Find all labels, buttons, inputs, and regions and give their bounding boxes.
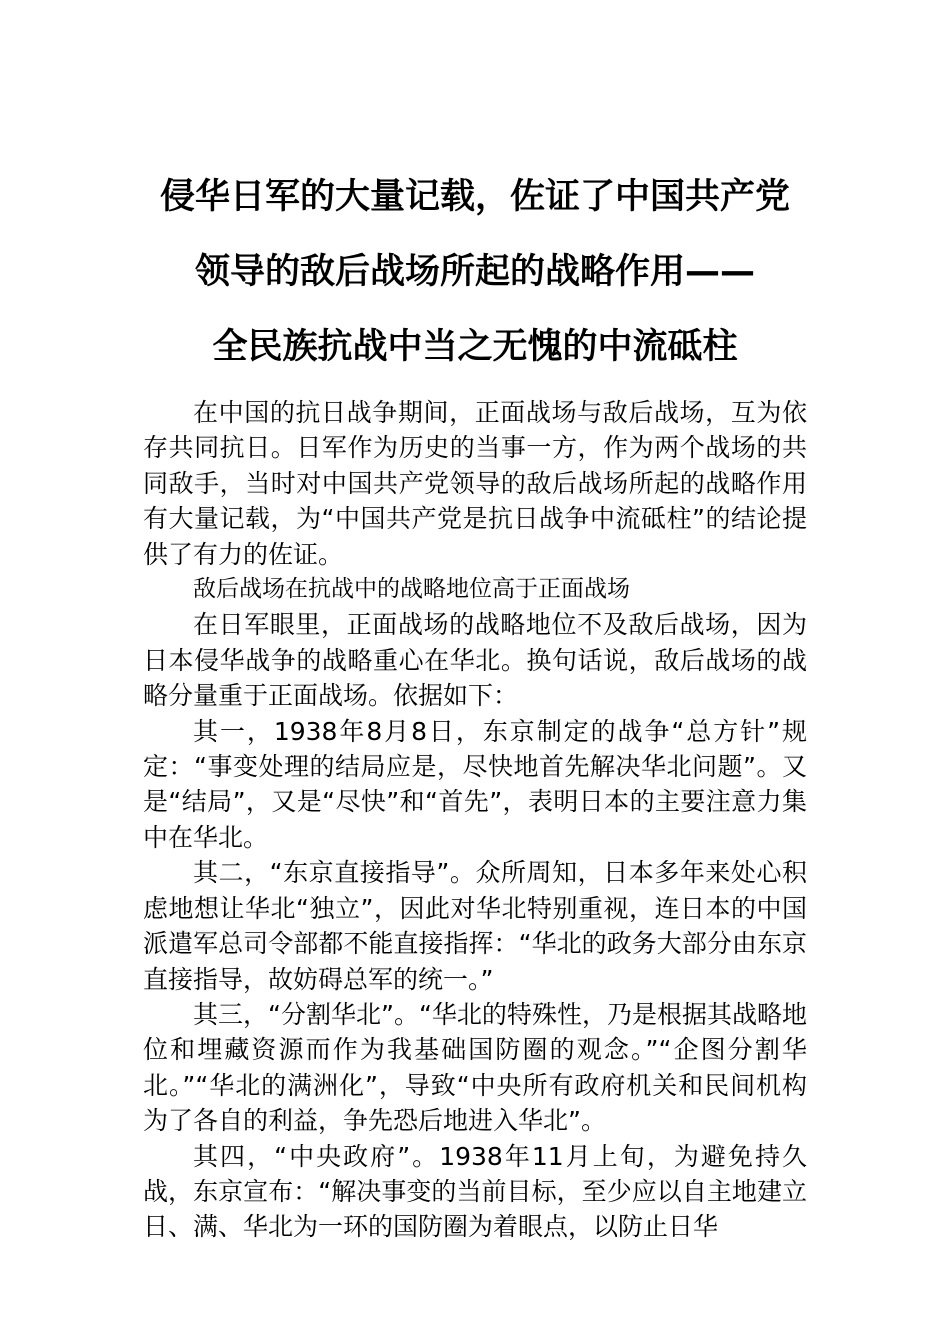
document-body — [143, 395, 807, 1245]
point-three-paragraph: 其三，“分割华北”。“华北的特殊性，乃是根据其战略地位和埋藏资源而作为我基础国防圈的观念。”“企图分割华北。”“华北的满洲化”，导致“中央所有政府机关和民间机构为了各自的利益，争先恐后地进入华北”。 — [143, 999, 807, 1136]
point-one-paragraph: 其一，1938年8月8日，东京制定的战争“总方针”规定：“事变处理的结局应是，尽快地首先解决华北问题”。又是“结局”，又是“尽快”和“首先”，表明日本的主要注意力集中在华北。 — [143, 716, 807, 852]
body-paragraph: 在日军眼里，正面战场的战略地位不及敌后战场，因为日本侵华战争的战略重心在华北。换句话说，敌后战场的战略分量重于正面战场。依据如下： — [143, 610, 807, 711]
title-line-3: 全民族抗战中当之无愧的中流砥柱 — [212, 327, 738, 367]
point-four-paragraph: 其四，“中央政府”。1938年11月上旬，为避免持久战，东京宣布：“解决事变的当前目标，至少应以自主地建立日、满、华北为一环的国防圈为着眼点，以防止日华 — [143, 1141, 807, 1242]
title-line-2: 领导的敌后战场所起的战略作用—— — [194, 252, 755, 292]
document-title — [100, 160, 850, 385]
section-heading: 敌后战场在抗战中的战略地位高于正面战场 — [193, 576, 630, 603]
title-line-1: 侵华日军的大量记载，佐证了中国共产党 — [159, 177, 790, 217]
point-two-paragraph: 其二，“东京直接指导”。众所周知，日本多年来处心积虑地想让华北“独立”，因此对华北特别重视，连日本的中国派遣军总司令部都不能直接指挥：“华北的政务大部分由东京直接指导，故妨碍总军的统一。” — [143, 858, 807, 994]
intro-paragraph: 在中国的抗日战争期间，正面战场与敌后战场，互为依存共同抗日。日军作为历史的当事一方，作为两个战场的共同敌手，当时对中国共产党领导的敌后战场所起的战略作用有大量记载，为“中国共产党是抗日战争中流砥柱”的结论提供了有力的佐证。 — [143, 398, 807, 569]
